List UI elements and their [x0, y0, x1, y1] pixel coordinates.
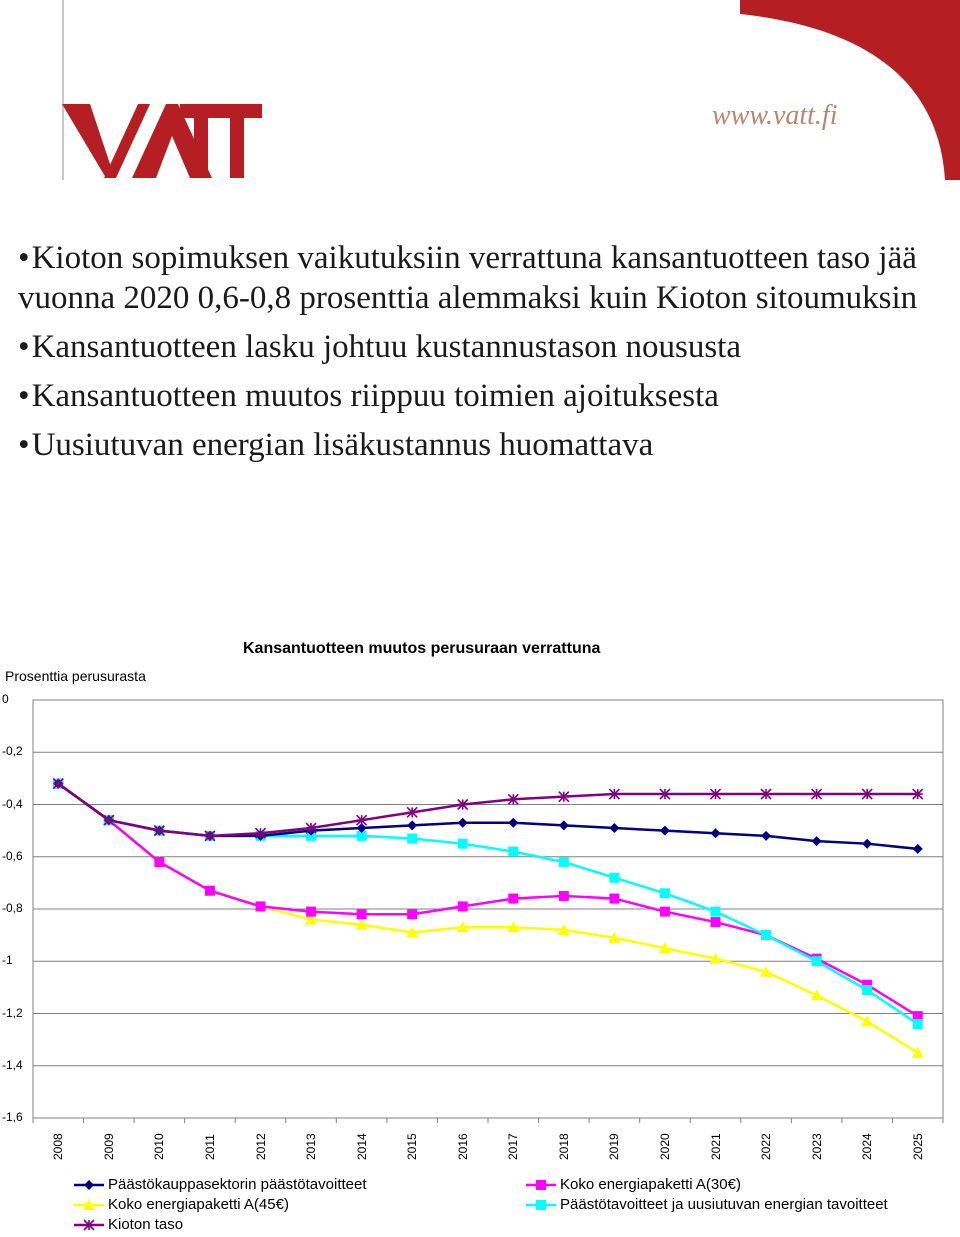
data-point: [761, 831, 771, 841]
x-tick-label: 2008: [51, 1133, 66, 1160]
data-point: [407, 909, 417, 919]
website-url: www.vatt.fi: [712, 100, 838, 131]
data-point: [660, 789, 670, 799]
data-point: [862, 985, 872, 995]
x-tick-label: 2015: [405, 1133, 420, 1160]
bullet-item: •Kioton sopimuksen vaikutuksiin verrattuna kansantuotteen taso jää vuonna 2020 0,6-0,8 prosenttia alemmaksi kuin Kioton sitoumuksin: [18, 240, 918, 316]
data-point: [761, 789, 771, 799]
data-point: [104, 815, 114, 825]
x-tick-label: 2020: [657, 1133, 672, 1160]
legend-swatch: [524, 1196, 558, 1214]
data-point: [609, 873, 619, 883]
data-point: [53, 779, 63, 789]
data-point: [609, 823, 619, 833]
data-point: [711, 789, 721, 799]
data-point: [458, 901, 468, 911]
x-tick-label: 2025: [910, 1133, 925, 1160]
data-point: [559, 792, 569, 802]
y-tick-label: -1: [2, 953, 13, 968]
legend-label: Koko energiapaketti A(45€): [108, 1196, 289, 1213]
y-tick-label: -1,4: [2, 1057, 23, 1072]
data-point: [407, 807, 417, 817]
y-tick-label: -0,6: [2, 848, 23, 863]
data-point: [458, 839, 468, 849]
x-tick-label: 2018: [556, 1133, 571, 1160]
legend-label: Koko energiapaketti A(30€): [560, 1176, 741, 1193]
data-point: [154, 857, 164, 867]
data-point: [154, 826, 164, 836]
x-tick-label: 2021: [708, 1133, 723, 1160]
data-point: [357, 815, 367, 825]
data-point: [256, 901, 266, 911]
data-point: [306, 823, 316, 833]
data-point: [508, 847, 518, 857]
x-tick-label: 2012: [253, 1133, 268, 1160]
data-point: [913, 1019, 923, 1029]
data-point: [508, 894, 518, 904]
data-point: [912, 1047, 924, 1058]
y-tick-label: -0,4: [2, 796, 23, 811]
data-point: [660, 907, 670, 917]
x-tick-label: 2009: [101, 1133, 116, 1160]
data-point: [812, 836, 822, 846]
bullet-text: Kansantuotteen muutos riippuu toimien ajoituksesta: [31, 378, 719, 414]
y-axis-label: Prosenttia perusurasta: [5, 668, 146, 684]
data-point: [811, 989, 823, 1000]
data-point: [660, 826, 670, 836]
bullet-item: •Kansantuotteen muutos riippuu toimien ajoituksesta: [18, 378, 719, 414]
data-point: [660, 888, 670, 898]
data-point: [812, 789, 822, 799]
x-tick-label: 2013: [304, 1133, 319, 1160]
data-point: [205, 886, 215, 896]
x-tick-label: 2017: [506, 1133, 521, 1160]
x-tick-label: 2019: [607, 1133, 622, 1160]
data-point: [761, 930, 771, 940]
data-point: [913, 844, 923, 854]
series-line-3: [58, 784, 917, 1024]
y-tick-label: -1,2: [2, 1005, 23, 1020]
data-point: [711, 828, 721, 838]
data-point: [711, 917, 721, 927]
bullet-text: Kioton sopimuksen vaikutuksiin verrattuna kansantuotteen taso jää vuonna 2020 0,6-0,8 prosenttia alemmaksi kuin Kioton sitoumuksin: [18, 240, 918, 316]
y-tick-label: 0: [2, 692, 9, 706]
bullet-text: Kansantuotteen lasku johtuu kustannustason noususta: [31, 329, 741, 365]
data-point: [458, 818, 468, 828]
legend-swatch: [72, 1216, 106, 1234]
legend-label: Kioton taso: [108, 1216, 184, 1233]
bullet-item: •Uusiutuvan energian lisäkustannus huomattava: [18, 427, 654, 463]
data-point: [559, 820, 569, 830]
bullet-item: •Kansantuotteen lasku johtuu kustannustason noususta: [18, 329, 741, 365]
y-tick-label: -0,2: [2, 744, 23, 759]
data-point: [609, 894, 619, 904]
legend-swatch: [72, 1176, 106, 1194]
data-point: [508, 818, 518, 828]
data-point: [913, 789, 923, 799]
x-tick-label: 2016: [455, 1133, 470, 1160]
data-point: [711, 907, 721, 917]
legend-label: Päästökauppasektorin päästötavoitteet: [108, 1176, 367, 1193]
legend-label: Päästötavoitteet ja uusiutuvan energian tavoitteet: [560, 1196, 888, 1213]
x-tick-label: 2010: [152, 1133, 167, 1160]
data-point: [306, 907, 316, 917]
chart-title: Kansantuotteen muutos perusuraan verrattuna: [243, 640, 601, 657]
data-point: [862, 789, 872, 799]
data-point: [407, 833, 417, 843]
data-point: [559, 857, 569, 867]
x-tick-label: 2011: [202, 1134, 217, 1160]
x-tick-label: 2014: [354, 1133, 369, 1160]
data-point: [861, 1015, 873, 1026]
y-tick-label: -1,6: [2, 1110, 23, 1124]
legend-swatch: [524, 1176, 558, 1194]
data-point: [256, 828, 266, 838]
y-tick-label: -0,8: [2, 901, 23, 915]
x-tick-label: 2023: [809, 1133, 824, 1160]
x-tick-label: 2024: [860, 1133, 875, 1160]
series-line-4: [58, 784, 917, 836]
data-point: [862, 839, 872, 849]
x-tick-label: 2022: [759, 1133, 774, 1160]
data-point: [205, 831, 215, 841]
data-point: [508, 794, 518, 804]
data-point: [812, 956, 822, 966]
bullet-text: Uusiutuvan energian lisäkustannus huomattava: [31, 427, 654, 463]
data-point: [407, 820, 417, 830]
data-point: [609, 789, 619, 799]
legend-swatch: [72, 1196, 106, 1214]
data-point: [357, 909, 367, 919]
data-point: [458, 800, 468, 810]
data-point: [559, 891, 569, 901]
